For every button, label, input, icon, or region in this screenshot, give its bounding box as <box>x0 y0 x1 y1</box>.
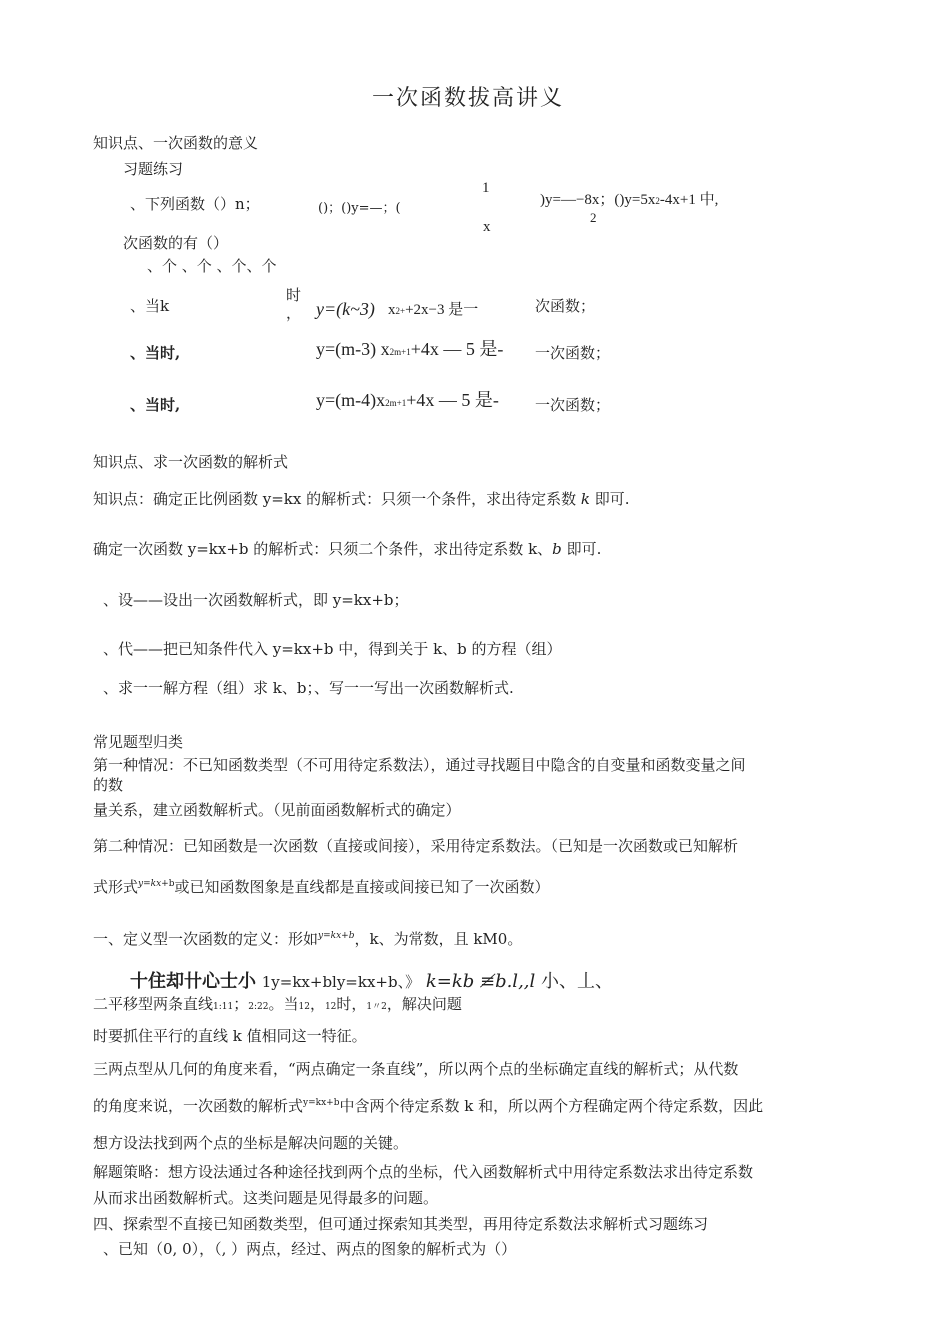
q1-prefix: 、下列函数（）n； <box>130 195 260 213</box>
type-explore: 四、探索型不直接已知函数类型，但可通过探索知其类型，再用待定系数法求解析式习题练习 <box>93 1215 709 1233</box>
q1-denominator-two: 2 <box>590 210 597 225</box>
type-translation-line2: 时要抓住平行的直线 k 值相同这一特征。 <box>93 1027 367 1045</box>
q1-choices: 、个 、个 、个、个 <box>147 257 277 275</box>
step-set: 、设——设出一次函数解析式，即 y=kx+b； <box>103 591 409 609</box>
page-title: 一次函数拔高讲义 <box>372 86 565 111</box>
q4-prefix: 、当时, <box>130 396 181 414</box>
step-solve-write: 、求一一解方程（组）求 k、b；、写一一写出一次函数解析式. <box>103 679 514 697</box>
case2-line2: 式形式$^{y=kx+b}$或已知函数图象是直线都是直接或间接已知了一次函数） <box>93 878 550 896</box>
q1-line2: 次函数的有（） <box>123 234 229 252</box>
knowledge-para-1: 知识点：确定正比例函数 y=kx 的解析式：只须一个条件，求出待定系数 k 即可. <box>93 490 630 508</box>
q1-fraction-numerator: 1 <box>482 180 490 196</box>
case1-line3: 量关系，建立函数解析式。（见前面函数解析式的确定） <box>93 801 461 819</box>
exercise-subheading: 习题练习 <box>123 160 184 178</box>
q2-equation-rest: x2++2x−3 是一 <box>388 302 479 318</box>
section-heading-meaning: 知识点、一次函数的意义 <box>93 134 259 152</box>
type-translation: 二平移型两条直线1:11；2:22。当12，12时，1〃2，解决问题 <box>93 995 462 1013</box>
q1-options-b: )y=—−8x；()y=5x2-4x+1 中, <box>540 192 719 208</box>
type-two-points-line2: 的角度来说，一次函数的解析式$^{y=kx+b}$中含两个待定系数 k 和，所以两个方程确定两个待定系数，因此 <box>93 1097 764 1115</box>
type-definition: 一、定义型一次函数的定义：形如$^{y=kx+b}$，k、为常数，且 kM0。 <box>93 930 523 948</box>
knowledge-para-2: 确定一次函数 y=kx+b 的解析式：只须二个条件，求出待定系数 k、b 即可. <box>93 540 602 558</box>
strategy-line2: 从而求出函数解析式。这类问题是见得最多的问题。 <box>93 1189 439 1207</box>
type-two-points-line1: 三两点型从几何的角度来看，“两点确定一条直线”，所以两个点的坐标确定直线的解析式；从代数 <box>93 1060 739 1078</box>
strategy-line1: 解题策略：想方设法通过各种途径找到两个点的坐标，代入函数解析式中用待定系数法求出待定系数 <box>93 1163 754 1181</box>
q1-options-a: ()；()y=—；( <box>318 201 401 216</box>
q4-end: 一次函数； <box>535 396 611 414</box>
q3-equation: y=(m-3) x2m+1+4x — 5 是- <box>316 339 504 359</box>
garbled-formula-line: 十住却卄心士小 1y=kx+bly=kx+b、》 k=kb ≢b.l,,l 小、丄、 <box>130 971 614 992</box>
q4-equation: y=(m-4)x2m+1+4x — 5 是- <box>316 390 499 410</box>
case1-line1: 第一种情况：不已知函数类型（不可用待定系数法），通过寻找题目中隐含的自变量和函数变量之间 <box>93 756 746 774</box>
exercise-question-1: 、已知（0, 0），（, ）两点，经过、两点的图象的解析式为（） <box>103 1240 517 1258</box>
type-two-points-line3: 想方设法找到两个点的坐标是解决问题的关键。 <box>93 1134 409 1152</box>
q2-when: 时 <box>286 286 302 304</box>
section-heading-analytic: 知识点、求一次函数的解析式 <box>93 453 289 471</box>
q3-end: 一次函数； <box>535 344 611 362</box>
q2-comma: ， <box>286 304 302 322</box>
step-substitute: 、代——把已知条件代入 y=kx+b 中，得到关于 k、b 的方程（组） <box>103 640 562 658</box>
q2-equation: y=(k~3) <box>316 299 375 319</box>
q3-prefix: 、当时, <box>130 344 181 362</box>
q2-end: 次函数； <box>535 297 596 315</box>
case2-line1: 第二种情况：已知函数是一次函数（直接或间接），采用待定系数法。（已知是一次函数或已知解析 <box>93 837 739 855</box>
q2-prefix: 、当k <box>130 297 170 315</box>
section-heading-types: 常见题型归类 <box>93 733 184 751</box>
q1-fraction-denominator: x <box>483 219 491 235</box>
case1-line2: 的数 <box>93 776 124 794</box>
